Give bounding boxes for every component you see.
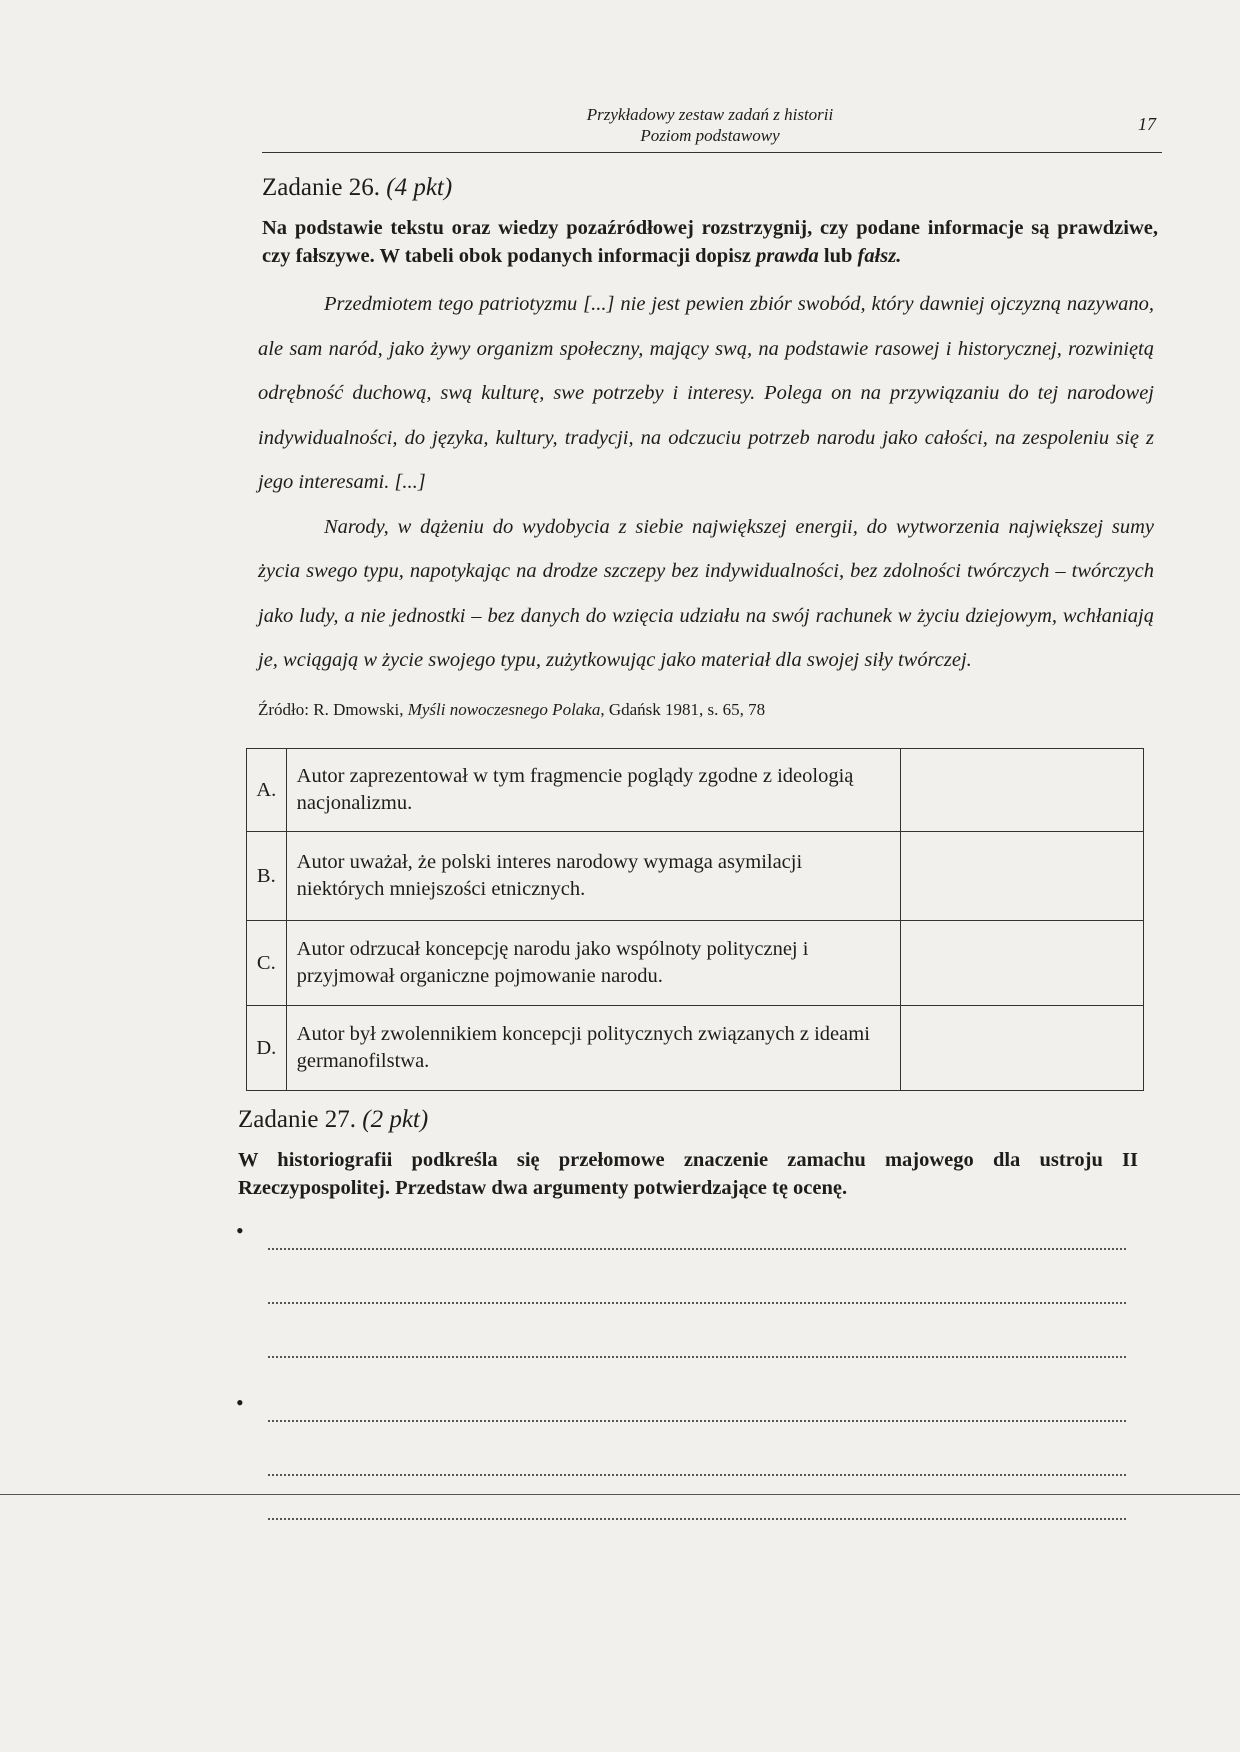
word-or: lub xyxy=(818,245,858,267)
row-statement: Autor zaprezentował w tym fragmencie poglądy zgodne z ideologią nacjonalizmu. xyxy=(286,749,900,832)
quote-paragraph-1: Przedmiotem tego patriotyzmu [...] nie jest pewien zbiór swobód, który dawniej ojczyzną nazywano, ale sam naród, jako żywy organizm społeczny, mający swą, na podstawie rasowej i historycznej, rozwiniętą odrębność duchową, swą kulturę, swe potrzeby i interesy. Polega on na przywiązaniu do tej narodowej indywidualności, do języka, kultury, tradycji, na odczuciu potrzeb narodu jako całości, na zespoleniu się z jego interesami. [...] xyxy=(258,293,1154,493)
page-number: 17 xyxy=(1138,114,1156,134)
row-statement: Autor odrzucał koncepcję narodu jako wspólnoty politycznej i przyjmował organiczne pojmowanie narodu. xyxy=(286,921,900,1006)
answer-cell[interactable] xyxy=(900,921,1143,1006)
scan-fold-line xyxy=(0,1494,1240,1495)
header-subject: Przykładowy zestaw zadań z historii xyxy=(586,105,834,124)
source-title: Myśli nowoczesnego Polaka xyxy=(407,700,601,719)
task-27-title xyxy=(238,1106,428,1134)
answer-line-1[interactable] xyxy=(268,1248,1126,1250)
task-26-number: Zadanie 26. xyxy=(262,174,381,201)
answer-line-6[interactable] xyxy=(268,1518,1126,1520)
task-26-instruction-text: Na podstawie tekstu oraz wiedzy pozaźródłowej rozstrzygnij, czy podane informacje są prawdziwe, czy fałszywe. W tabeli obok podanych informacji dopisz xyxy=(262,217,1158,267)
answer-cell[interactable] xyxy=(900,749,1143,832)
table-row xyxy=(247,832,1144,921)
source-suffix: , Gdańsk 1981, s. 65, 78 xyxy=(600,700,766,719)
source-citation xyxy=(258,700,765,720)
row-letter: C. xyxy=(247,921,287,1006)
table-row xyxy=(247,921,1144,1006)
answer-cell[interactable] xyxy=(900,832,1143,921)
row-letter: D. xyxy=(247,1006,287,1091)
header-level: Poziom podstawowy xyxy=(640,126,780,145)
quote-paragraph-2: Narody, w dążeniu do wydobycia z siebie największej energii, do wytworzenia największej sumy życia swego typu, napotykając na drodze szczepy bez indywidualności, bez zdolności twórczych – twórczych jako ludy, a nie jednostki – bez danych do wzięcia udziału na swój rachunek w życiu dziejowym, wchłaniają je, wciągają w życie swojego typu, zużytkowując jako materiał dla swojej siły twórczej. xyxy=(258,515,1154,671)
word-true: prawda xyxy=(756,245,819,267)
answer-cell[interactable] xyxy=(900,1006,1143,1091)
answer-line-4[interactable] xyxy=(268,1420,1126,1422)
table-row xyxy=(247,749,1144,832)
bullet-2: • xyxy=(236,1390,244,1415)
task-27-number: Zadanie 27. xyxy=(238,1106,357,1133)
answer-line-5[interactable] xyxy=(268,1474,1126,1476)
answer-line-3[interactable] xyxy=(268,1356,1126,1358)
task-27-instruction: W historiografii podkreśla się przełomowe znaczenie zamachu majowego dla ustroju II Rzeczypospolitej. Przedstaw dwa argumenty potwierdzające tę ocenę. xyxy=(238,1149,1138,1199)
task-26-points: (4 pkt) xyxy=(386,174,453,201)
task-26-instruction xyxy=(262,214,1158,270)
source-prefix: Źródło: R. Dmowski, xyxy=(258,700,408,719)
header-divider xyxy=(262,152,1162,153)
word-false: fałsz. xyxy=(857,245,902,267)
table-row xyxy=(247,1006,1144,1091)
row-letter: A. xyxy=(247,749,287,832)
row-statement: Autor uważał, że polski interes narodowy wymaga asymilacji niektórych mniejszości etnicznych. xyxy=(286,832,900,921)
page-header xyxy=(520,104,900,146)
task-26-title xyxy=(262,174,452,202)
row-statement: Autor był zwolennikiem koncepcji politycznych związanych z ideami germanofilstwa. xyxy=(286,1006,900,1091)
source-quote xyxy=(258,282,1154,683)
bullet-1: • xyxy=(236,1218,244,1243)
answer-line-2[interactable] xyxy=(268,1302,1126,1304)
row-letter: B. xyxy=(247,832,287,921)
true-false-table xyxy=(246,748,1144,1091)
task-27-points: (2 pkt) xyxy=(362,1106,429,1133)
